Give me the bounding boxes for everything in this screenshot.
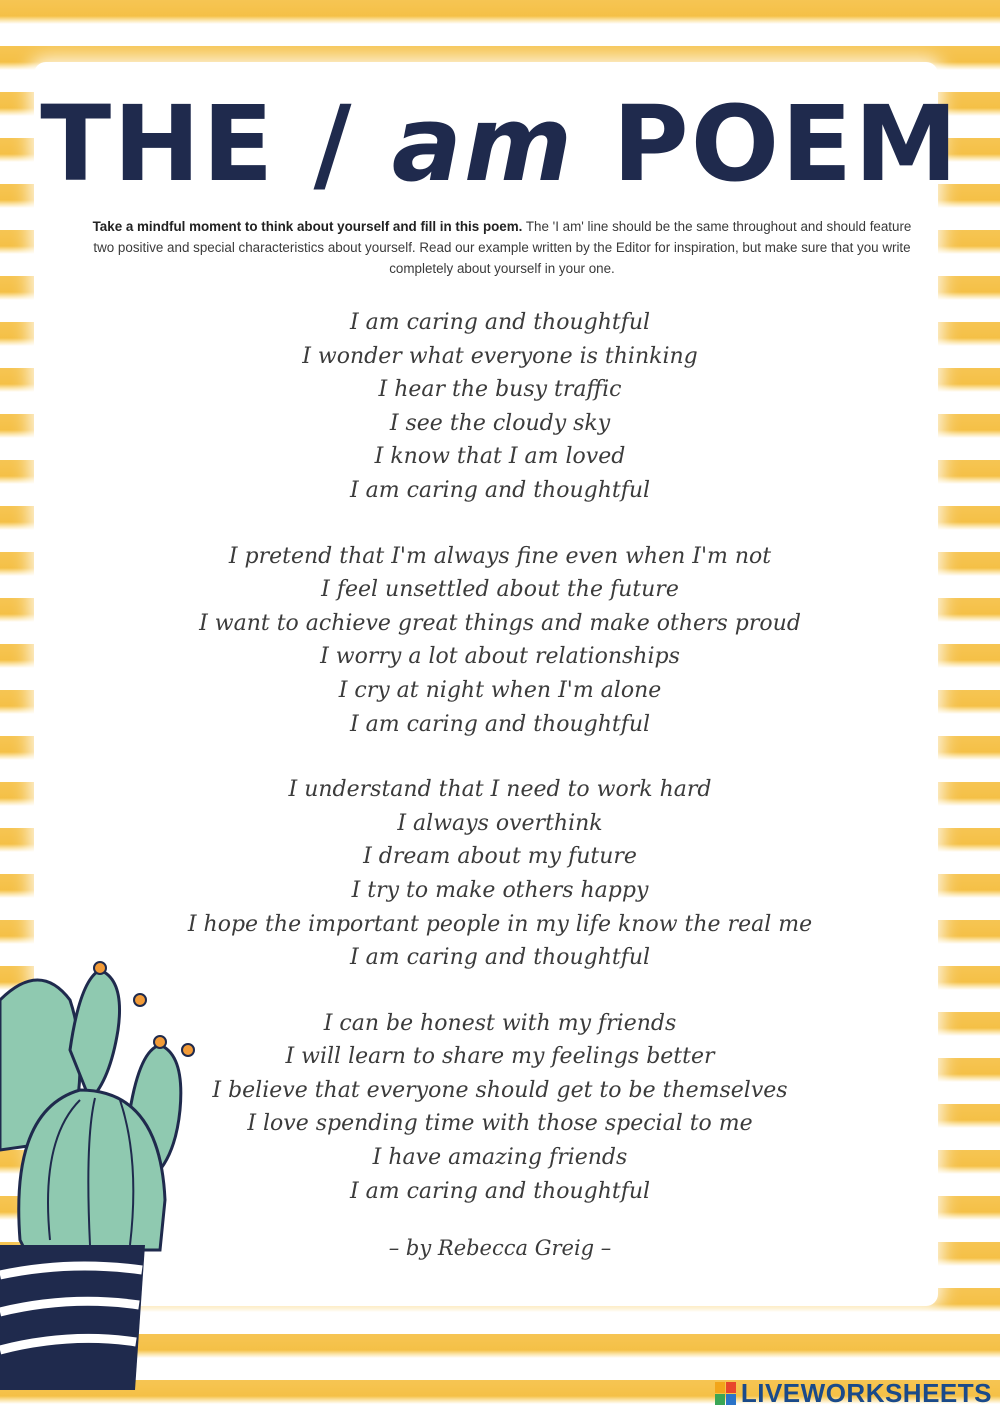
poem-line: I try to make others happy (351, 877, 649, 903)
intro-bold: Take a mindful moment to think about yourself and fill in this poem. (92, 219, 523, 234)
poem-line: I am caring and thoughtful (349, 711, 651, 737)
title-poem: POEM (612, 83, 960, 205)
poem-line: I always overthink (397, 810, 603, 836)
stanza-4 (140, 1007, 860, 1209)
intro-text (92, 216, 912, 279)
poem-line: I hear the busy traffic (378, 377, 622, 403)
poem-line: I hope the important people in my life know the real me (187, 911, 813, 937)
poem-line: I cry at night when I'm alone (338, 677, 662, 703)
stanza-1 (140, 306, 860, 508)
poem-line: I have amazing friends (372, 1145, 628, 1171)
cactus-illustration (0, 940, 220, 1390)
liveworksheets-logo (715, 1378, 992, 1409)
poem-line: I know that I am loved (374, 444, 626, 470)
poem-line: I worry a lot about relationships (320, 644, 680, 670)
poem-byline: – by Rebecca Greig – (388, 1236, 612, 1260)
poem-line: I wonder what everyone is thinking (302, 343, 698, 369)
poem-line: I want to achieve great things and make others proud (199, 610, 801, 636)
brand-name: LIVEWORKSHEETS (740, 1378, 992, 1408)
title-am: am (391, 83, 575, 205)
poem-line: I understand that I need to work hard (288, 777, 712, 803)
stanza-3 (140, 773, 860, 975)
stanza-2 (140, 540, 860, 742)
title-the: THE (40, 83, 276, 205)
poem-line: I see the cloudy sky (389, 410, 611, 436)
page-title (0, 83, 1000, 205)
liveworksheets-icon (715, 1382, 737, 1406)
poem-line: I believe that everyone should get to be themselves (212, 1077, 788, 1103)
poem-line: I feel unsettled about the future (321, 577, 679, 603)
poem-line: I dream about my future (363, 844, 637, 870)
poem-line: I am caring and thoughtful (349, 945, 651, 971)
poem-line: I am caring and thoughtful (349, 310, 651, 335)
intro-rest: The 'I am' line should be the same throughout and should feature two positive and special characteristics about yourself. Read our example written by the Editor for inspiration, but make sure that you write completely about yourself in your one. (93, 219, 912, 276)
poem-line: I can be honest with my friends (323, 1010, 677, 1036)
poem-line: I love spending time with those special to me (247, 1111, 753, 1137)
title-slash: / (313, 83, 354, 205)
poem (140, 306, 860, 1240)
poem-line: I will learn to share my feelings better (285, 1044, 715, 1070)
poem-line: I am caring and thoughtful (349, 477, 651, 503)
poem-line: I am caring and thoughtful (349, 1178, 651, 1204)
poem-line: I pretend that I'm always fine even when I'm not (228, 543, 772, 569)
